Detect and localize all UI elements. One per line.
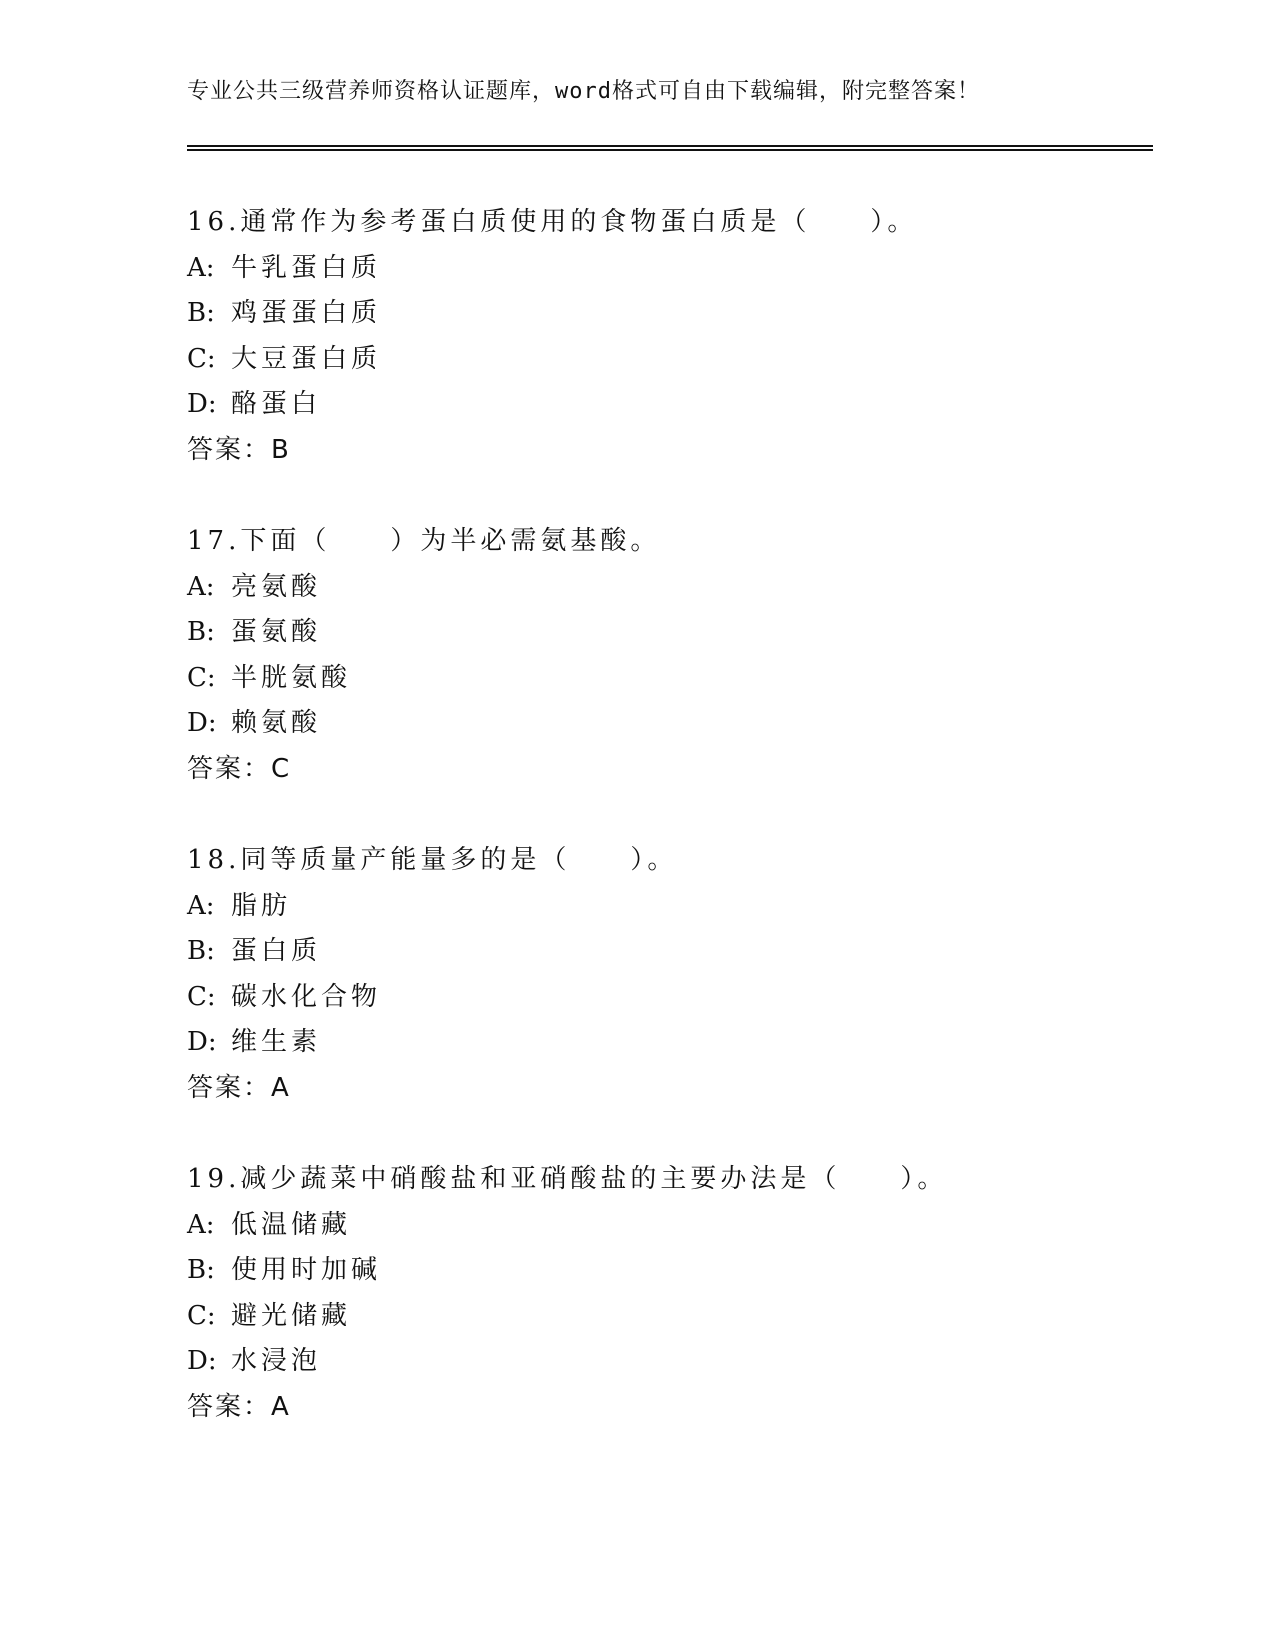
- header-double-rule: [187, 145, 1153, 151]
- option-d: [187, 1020, 1147, 1066]
- option-text: 碳水化合物: [231, 981, 382, 1012]
- option-letter: A:: [187, 890, 215, 921]
- option-letter: A:: [187, 571, 215, 602]
- option-letter: A:: [187, 1209, 215, 1240]
- option-text: 牛乳蛋白质: [231, 252, 382, 283]
- option-letter: D:: [187, 1027, 217, 1057]
- option-letter: A:: [187, 252, 215, 283]
- question-stem: 18.同等质量产能量多的是（ ）。: [187, 845, 678, 875]
- answer: 答案：A: [187, 1072, 291, 1103]
- option-letter: D:: [187, 389, 217, 419]
- answer: 答案：C: [187, 753, 292, 784]
- option-text: 赖氨酸: [231, 708, 322, 738]
- option-text: 蛋白质: [231, 936, 322, 966]
- option-b: [187, 291, 1147, 337]
- question-stem: 19.减少蔬菜中硝酸盐和亚硝酸盐的主要办法是（ ）。: [187, 1164, 948, 1194]
- option-text: 半胱氨酸: [231, 662, 352, 693]
- option-text: 蛋氨酸: [231, 617, 322, 647]
- question-list: [187, 200, 1147, 1476]
- option-a: [187, 884, 1147, 930]
- option-d: [187, 382, 1147, 428]
- option-b: [187, 1248, 1147, 1294]
- option-letter: D:: [187, 708, 217, 738]
- option-letter: B:: [187, 936, 215, 966]
- option-c: [187, 975, 1147, 1021]
- option-text: 维生素: [231, 1027, 322, 1057]
- option-d: [187, 1339, 1147, 1385]
- option-a: [187, 565, 1147, 611]
- option-b: [187, 610, 1147, 656]
- option-text: 脂肪: [231, 890, 292, 921]
- option-text: 鸡蛋蛋白质: [231, 298, 382, 328]
- option-text: 亮氨酸: [231, 571, 322, 602]
- page-header-text: 专业公共三级营养师资格认证题库，word格式可自由下载编辑，附完整答案！: [187, 79, 980, 104]
- option-letter: C:: [187, 981, 216, 1012]
- option-c: [187, 656, 1147, 702]
- option-letter: D:: [187, 1346, 217, 1376]
- option-letter: C:: [187, 1300, 216, 1331]
- option-c: [187, 337, 1147, 383]
- option-letter: B:: [187, 298, 215, 328]
- question-stem: 16.通常作为参考蛋白质使用的食物蛋白质是（ ）。: [187, 207, 918, 237]
- answer: 答案：B: [187, 434, 291, 465]
- option-a: [187, 246, 1147, 292]
- question-19: [187, 1157, 1147, 1476]
- answer: 答案：A: [187, 1391, 291, 1422]
- option-text: 避光储藏: [231, 1300, 352, 1331]
- option-d: [187, 701, 1147, 747]
- option-letter: B:: [187, 617, 215, 647]
- option-text: 水浸泡: [231, 1346, 322, 1376]
- option-text: 大豆蛋白质: [231, 343, 382, 374]
- option-letter: B:: [187, 1255, 215, 1285]
- option-text: 酪蛋白: [231, 389, 322, 419]
- question-18: [187, 838, 1147, 1157]
- option-text: 使用时加碱: [231, 1255, 382, 1285]
- option-a: [187, 1203, 1147, 1249]
- question-16: [187, 200, 1147, 519]
- option-letter: C:: [187, 662, 216, 693]
- option-text: 低温储藏: [231, 1209, 352, 1240]
- option-c: [187, 1294, 1147, 1340]
- option-b: [187, 929, 1147, 975]
- question-stem: 17.下面（ ）为半必需氨基酸。: [187, 526, 661, 556]
- option-letter: C:: [187, 343, 216, 374]
- question-17: [187, 519, 1147, 838]
